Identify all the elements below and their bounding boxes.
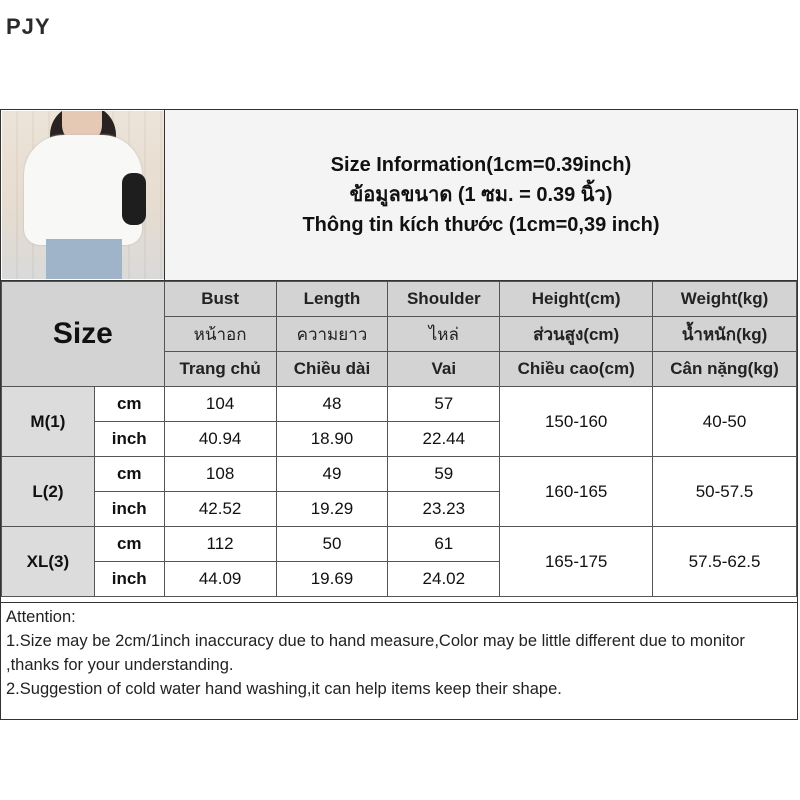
col-shoulder: Shoulder: [388, 282, 500, 317]
col-shoulder-thai: ไหล่: [388, 317, 500, 352]
col-length-vi: Chiều dài: [276, 352, 388, 387]
weight-range: 40-50: [653, 387, 797, 457]
unit-label: inch: [94, 562, 164, 597]
chart-header: [1, 110, 797, 281]
notes-line-2: 2.Suggestion of cold water hand washing,it can help items keep their shape.: [6, 680, 562, 698]
shoulder-inch: 24.02: [388, 562, 500, 597]
table-row: [2, 527, 797, 562]
size-info-title: [164, 110, 797, 280]
col-bust-thai: หน้าอก: [164, 317, 276, 352]
brand-logo: PJY: [6, 14, 51, 39]
length-inch: 18.90: [276, 422, 388, 457]
shoulder-inch: 23.23: [388, 492, 500, 527]
notes-title: Attention:: [6, 608, 76, 626]
unit-label: inch: [94, 492, 164, 527]
unit-label: cm: [94, 387, 164, 422]
col-height: Height(cm): [500, 282, 653, 317]
col-length: Length: [276, 282, 388, 317]
attention-notes: [1, 602, 797, 720]
unit-label: inch: [94, 422, 164, 457]
height-range: 165-175: [500, 527, 653, 597]
height-range: 150-160: [500, 387, 653, 457]
col-height-vi: Chiều cao(cm): [500, 352, 653, 387]
length-inch: 19.69: [276, 562, 388, 597]
title-english: Size Information(1cm=0.39inch): [330, 154, 632, 176]
shoulder-cm: 59: [388, 457, 500, 492]
col-weight-thai: น้ำหนัก(kg): [653, 317, 797, 352]
size-label: XL(3): [2, 527, 95, 597]
size-label: M(1): [2, 387, 95, 457]
shoulder-cm: 57: [388, 387, 500, 422]
bust-inch: 40.94: [164, 422, 276, 457]
title-vietnamese: Thông tin kích thước (1cm=0,39 inch): [302, 214, 660, 236]
bust-inch: 44.09: [164, 562, 276, 597]
table-row: [2, 387, 797, 422]
bust-cm: 112: [164, 527, 276, 562]
length-cm: 50: [276, 527, 388, 562]
notes-line-1: 1.Size may be 2cm/1inch inaccuracy due to hand measure,Color may be little different due to monitor ,thanks for your understanding.: [6, 632, 745, 674]
table-row: [2, 457, 797, 492]
size-table: [1, 281, 797, 597]
size-label: L(2): [2, 457, 95, 527]
col-height-thai: ส่วนสูง(cm): [500, 317, 653, 352]
col-bust-vi: Trang chủ: [164, 352, 276, 387]
col-weight: Weight(kg): [653, 282, 797, 317]
unit-label: cm: [94, 527, 164, 562]
size-column-header: Size: [2, 282, 165, 387]
bust-inch: 42.52: [164, 492, 276, 527]
bust-cm: 104: [164, 387, 276, 422]
product-photo: [2, 111, 164, 279]
shoulder-cm: 61: [388, 527, 500, 562]
shoulder-inch: 22.44: [388, 422, 500, 457]
col-weight-vi: Cân nặng(kg): [653, 352, 797, 387]
unit-label: cm: [94, 457, 164, 492]
size-chart: [0, 109, 798, 720]
weight-range: 57.5-62.5: [653, 527, 797, 597]
length-cm: 49: [276, 457, 388, 492]
title-thai: ข้อมูลขนาด (1 ซม. = 0.39 นิ้ว): [349, 184, 613, 206]
weight-range: 50-57.5: [653, 457, 797, 527]
col-bust: Bust: [164, 282, 276, 317]
col-length-thai: ความยาว: [276, 317, 388, 352]
length-cm: 48: [276, 387, 388, 422]
bust-cm: 108: [164, 457, 276, 492]
col-shoulder-vi: Vai: [388, 352, 500, 387]
length-inch: 19.29: [276, 492, 388, 527]
height-range: 160-165: [500, 457, 653, 527]
